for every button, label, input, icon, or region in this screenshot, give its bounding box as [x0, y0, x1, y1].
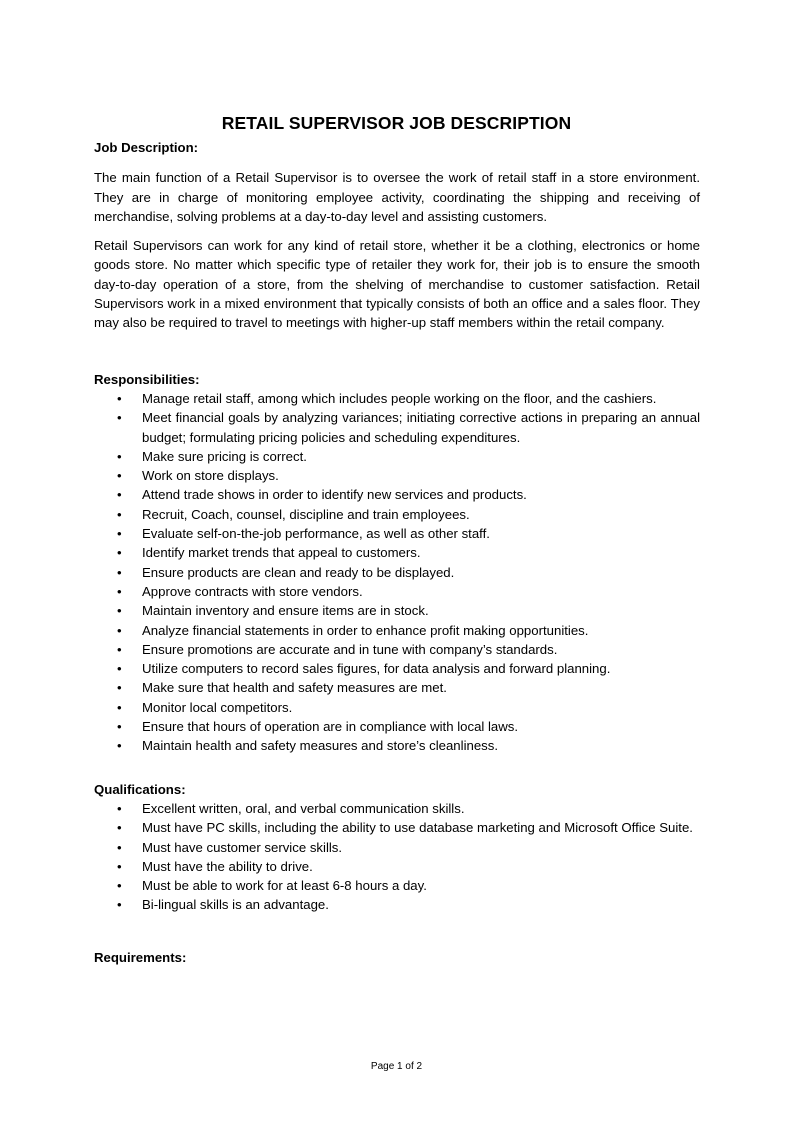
- list-item: [94, 876, 700, 895]
- bullet-icon: •: [117, 448, 122, 464]
- list-item: [94, 736, 700, 755]
- list-item-text: Must have customer service skills.: [142, 839, 343, 855]
- bullet-icon: •: [117, 583, 122, 599]
- bullet-icon: •: [117, 506, 122, 522]
- bullet-icon: •: [117, 661, 122, 677]
- bullet-icon: •: [117, 897, 122, 913]
- list-item: [94, 678, 700, 697]
- list-item-text: Must have PC skills, including the ability to use database marketing and Microsoft Office Suite.: [142, 820, 693, 836]
- list-item-text: Identify market trends that appeal to customers.: [142, 545, 421, 561]
- bullet-icon: •: [117, 487, 122, 503]
- bullet-icon: •: [117, 564, 122, 580]
- list-item: [94, 659, 700, 678]
- list-item: [94, 838, 700, 857]
- list-item-text: Bi-lingual skills is an advantage.: [142, 897, 329, 913]
- bullet-icon: •: [117, 719, 122, 735]
- list-item: [94, 408, 700, 447]
- bullet-icon: •: [117, 738, 122, 754]
- list-item-text: Maintain inventory and ensure items are in stock.: [142, 603, 429, 619]
- bullet-icon: •: [117, 545, 122, 561]
- bullet-icon: •: [117, 390, 122, 406]
- list-item: [94, 818, 700, 837]
- qualifications-list: [94, 799, 700, 915]
- bullet-icon: •: [117, 699, 122, 715]
- bullet-icon: •: [117, 839, 122, 855]
- requirements-heading: Requirements:: [94, 949, 187, 965]
- bullet-icon: •: [117, 468, 122, 484]
- list-item-text: Maintain health and safety measures and store’s cleanliness.: [142, 738, 499, 754]
- list-item: [94, 447, 700, 466]
- job-description-paragraph-2: Retail Supervisors can work for any kind of retail store, whether it be a clothing, electronics or home goods store. No matter which specific type of retailer they work for, their job is to ensure the smooth day-to-day operation of a store, from the shelving of merchandise to customer satisfaction. Retail Supervisors work in a mixed environment that typically consists of both an office and a sales floor. They may also be required to travel to meetings with higher-up staff members within the retail company.: [94, 238, 700, 331]
- list-item: [94, 563, 700, 582]
- list-item: [94, 505, 700, 524]
- list-item-text: Meet financial goals by analyzing variances; initiating corrective actions in preparing an annual budget; formulating pricing policies and scheduling expenditures.: [142, 410, 700, 445]
- list-item: [94, 524, 700, 543]
- list-item-text: Make sure that health and safety measures are met.: [142, 680, 447, 696]
- responsibilities-heading: Responsibilities:: [94, 371, 200, 387]
- bullet-icon: •: [117, 641, 122, 657]
- bullet-icon: •: [117, 622, 122, 638]
- list-item-text: Attend trade shows in order to identify new services and products.: [142, 487, 527, 503]
- list-item-text: Evaluate self-on-the-job performance, as well as other staff.: [142, 526, 490, 542]
- list-item: [94, 601, 700, 620]
- bullet-icon: •: [117, 603, 122, 619]
- list-item-text: Work on store displays.: [142, 468, 279, 484]
- list-item: [94, 485, 700, 504]
- list-item-text: Ensure that hours of operation are in compliance with local laws.: [142, 719, 519, 735]
- list-item-text: Analyze financial statements in order to enhance profit making opportunities.: [142, 622, 589, 638]
- list-item-text: Excellent written, oral, and verbal communication skills.: [142, 800, 465, 816]
- list-item: [94, 640, 700, 659]
- bullet-icon: •: [117, 526, 122, 542]
- job-description-heading: Job Description:: [94, 140, 199, 155]
- list-item: [94, 543, 700, 562]
- list-item-text: Recruit, Coach, counsel, discipline and train employees.: [142, 506, 470, 522]
- bullet-icon: •: [117, 858, 122, 874]
- page-number: Page 1 of 2: [370, 1061, 423, 1072]
- list-item: [94, 717, 700, 736]
- job-description-paragraph-1: The main function of a Retail Supervisor is to oversee the work of retail staff in a store environment. They are in charge of monitoring employee activity, coordinating the shipping and receiving of merchandise, solving problems at a day-to-day level and assisting customers.: [94, 170, 700, 224]
- list-item-text: Monitor local competitors.: [142, 699, 293, 715]
- list-item-text: Make sure pricing is correct.: [142, 448, 307, 464]
- list-item: [94, 895, 700, 914]
- bullet-icon: •: [117, 800, 122, 816]
- bullet-icon: •: [117, 878, 122, 894]
- list-item-text: Utilize computers to record sales figures, for data analysis and forward planning.: [142, 661, 611, 677]
- list-item: [94, 466, 700, 485]
- list-item-text: Ensure products are clean and ready to be displayed.: [142, 564, 455, 580]
- document-body: [94, 138, 700, 967]
- list-item: [94, 621, 700, 640]
- list-item: [94, 857, 700, 876]
- list-item-text: Must be able to work for at least 6-8 hours a day.: [142, 878, 427, 894]
- list-item: [94, 799, 700, 818]
- list-item-text: Manage retail staff, among which includes people working on the floor, and the cashiers.: [142, 390, 657, 406]
- bullet-icon: •: [117, 680, 122, 696]
- document-title: RETAIL SUPERVISOR JOB DESCRIPTION: [221, 113, 572, 133]
- responsibilities-list: [94, 389, 700, 756]
- list-item-text: Approve contracts with store vendors.: [142, 583, 363, 599]
- list-item-text: Must have the ability to drive.: [142, 858, 313, 874]
- list-item: [94, 698, 700, 717]
- bullet-icon: •: [117, 820, 122, 836]
- qualifications-heading: Qualifications:: [94, 781, 186, 797]
- list-item-text: Ensure promotions are accurate and in tune with company’s standards.: [142, 641, 558, 657]
- list-item: [94, 389, 700, 408]
- bullet-icon: •: [117, 410, 122, 426]
- list-item: [94, 582, 700, 601]
